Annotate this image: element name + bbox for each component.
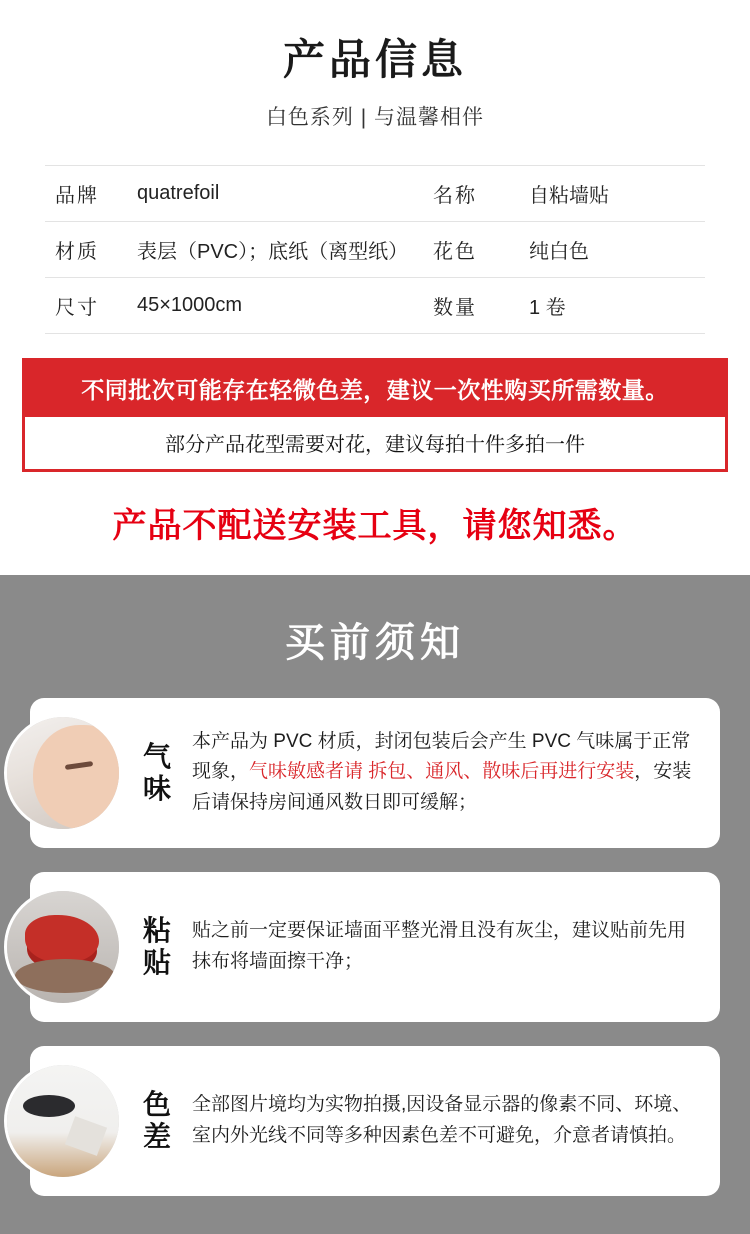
page-title: 产品信息 (282, 36, 467, 83)
avatar (4, 888, 122, 1006)
specification-table (45, 165, 705, 334)
list-item (30, 1046, 720, 1196)
white-floor-photo (7, 1065, 119, 1177)
card-keyword: 色差 (142, 1089, 171, 1152)
spec-value: 1 卷 (529, 296, 566, 319)
spec-key: 材质 (55, 240, 99, 263)
avatar (4, 1062, 122, 1180)
spec-key: 花色 (433, 240, 477, 263)
page-subtitle: 白色系列 | 与温馨相伴 (265, 105, 485, 129)
text-segment: 本产品为 PVC 材质，封闭包装后会产生 PVC 气味属于正常现象， (192, 731, 691, 783)
no-tools-warning: 产品不配送安装工具，请您知悉。 (112, 506, 638, 545)
table-row (45, 221, 705, 277)
notice-secondary-text: 部分产品花型需要对花，建议每拍十件多拍一件 (25, 417, 725, 469)
spec-key: 尺寸 (55, 296, 99, 319)
before-purchase-section (0, 575, 750, 1234)
spec-value: 纯白色 (529, 240, 589, 263)
spec-value: 自粘墙贴 (529, 184, 609, 207)
card-body-text (192, 916, 702, 976)
table-row (45, 165, 705, 221)
section-title: 买前须知 (285, 620, 465, 665)
red-mop-photo (7, 891, 119, 1003)
card-body-text (192, 1090, 702, 1150)
spec-key: 名称 (433, 184, 477, 207)
text-segment: 贴之前一定要保证墙面平整光滑且没有灰尘，建议贴前先用抹布将墙面擦干净； (192, 920, 687, 972)
spec-table-body (45, 165, 705, 333)
product-info-section (0, 0, 750, 547)
spec-key: 品牌 (55, 184, 99, 207)
spec-value: 45×1000cm (137, 293, 243, 316)
avatar (4, 714, 122, 832)
text-segment-highlight: 气味敏感者请 拆包、通风、散味后再进行安装 (249, 761, 635, 783)
table-row (45, 277, 705, 333)
spec-value: quatrefoil (137, 181, 220, 204)
color-difference-notice (22, 358, 728, 472)
list-item (30, 698, 720, 848)
text-segment: 全部图片境均为实物拍摄,因设备显示器的像素不同、环境、室内外光线不同等多种因素色差不可避免，介意者请慎拍。 (192, 1094, 692, 1146)
spec-key: 数量 (433, 296, 477, 319)
card-body-text (192, 727, 702, 817)
card-keyword: 气味 (142, 741, 171, 804)
text-segment: ，安装后请保持房间通风数日即可缓解； (192, 761, 692, 813)
list-item (30, 872, 720, 1022)
notice-primary-text: 不同批次可能存在轻微色差，建议一次性购买所需数量。 (25, 361, 725, 417)
spec-value: 表层（PVC）；底纸（离型纸） (137, 240, 409, 263)
card-keyword: 粘贴 (142, 915, 171, 978)
baby-smelling-photo (7, 717, 119, 829)
